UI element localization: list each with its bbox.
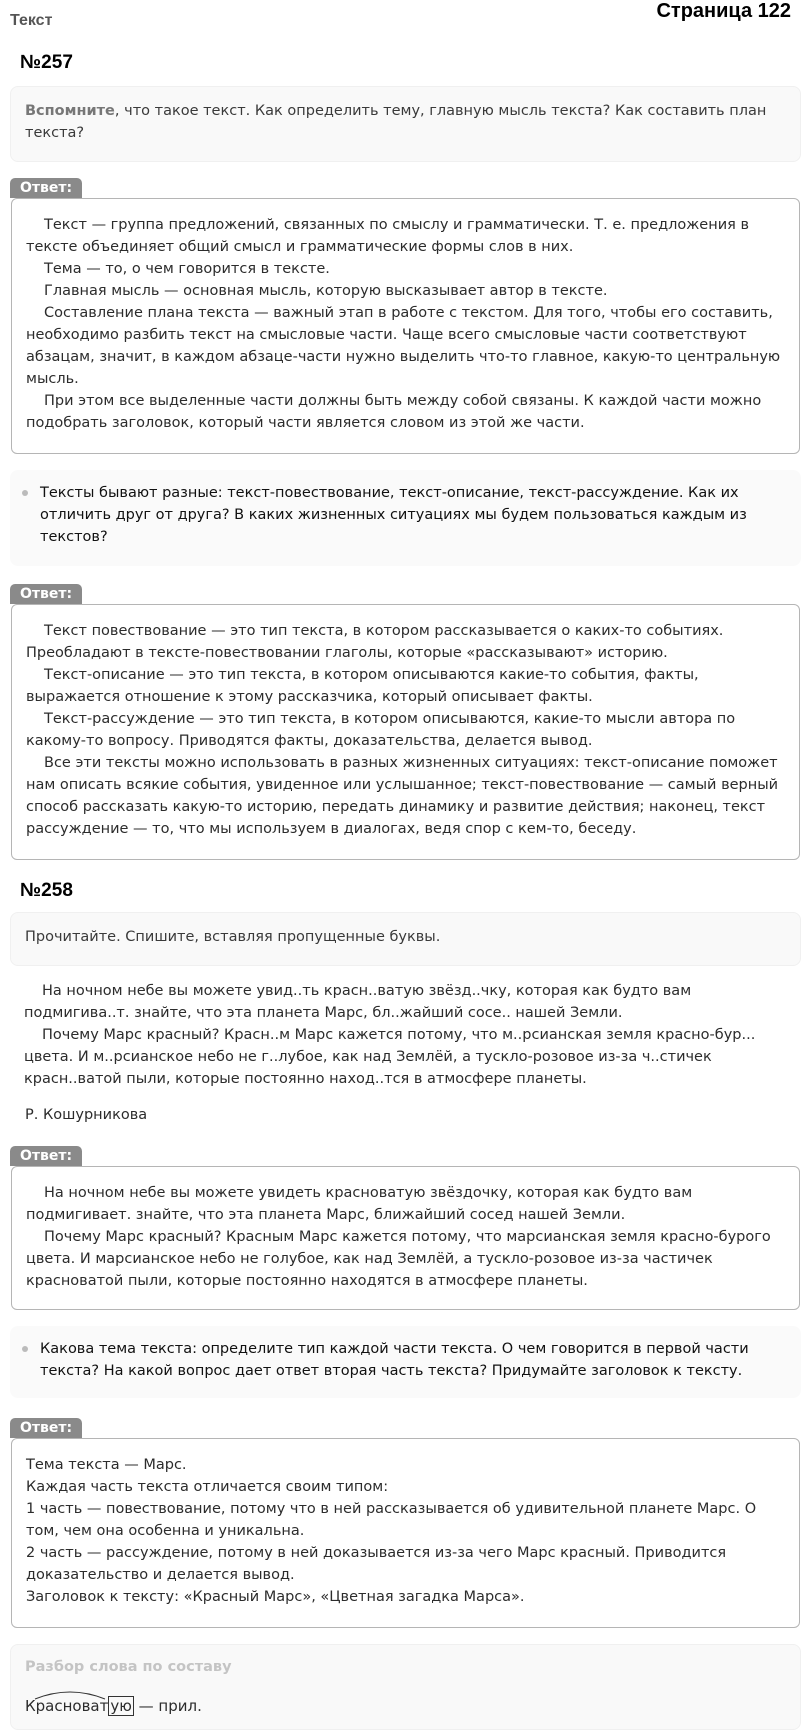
task-text: , что такое текст. Как определить тему, главную мысль текста? Как составить план текста? — [25, 103, 767, 141]
question-text: Какова тема текста: определите тип каждой части текста. О чем говорится в первой части текста? На какой вопрос дает ответ вторая часть текста? Придумайте заголовок к тексту. — [40, 1341, 749, 1379]
question-text: Тексты бывают разные: текст-повествование, текст-описание, текст-рассуждение. Как их отличить друг от друга? В каких жизненных ситуациях мы будем пользоваться каждым из текстов? — [40, 485, 747, 545]
word-ending: ую — [110, 1697, 132, 1715]
task-keyword: Вспомните — [25, 103, 115, 119]
answer-paragraph: Составление плана текста — важный этап в работе с текстом. Для того, чтобы его составить, необходимо разбить текст на смысловые части. Чаще всего смысловые части соответствуют абзацам, значит, в каждом абзаце-части нужно выделить что-то главное, какую-то центральную мысль. — [26, 305, 781, 387]
answer-line: 1 часть — повествование, потому что в ней рассказывается об удивительной планете Марс. О том, чем она особенна и уникальна. — [26, 1501, 757, 1539]
bullet-icon — [22, 1346, 28, 1352]
question-box-257-2 — [10, 470, 801, 566]
text-paragraph: На ночном небе вы можете увид..ть красн..ватую звёзд..чку, которая как будто вам подмигива..т. знайте, что эта планета Марс, бл..жайший сосе.. нашей Земли. — [24, 983, 692, 1021]
answer-paragraph: Почему Марс красный? Красным Марс кажется потому, что марсианская земля красно-бурого цвета. И марсианское небо не голубое, как над Землёй, а тускло-розовое из-за частичек красноватой пыли, которые постоянно находятся в атмосфере планеты. — [26, 1229, 771, 1289]
task-text: Прочитайте. Спишите, вставляя пропущенные буквы. — [25, 929, 441, 945]
answer-box-257-1 — [11, 198, 800, 454]
exercise-text-258 — [24, 980, 789, 1090]
answer-line: Тема текста — Марс. — [26, 1457, 187, 1473]
exercise-number-257: №257 — [20, 52, 73, 73]
answer-box-258-1 — [11, 1166, 800, 1310]
word-parse-box — [10, 1644, 801, 1730]
question-box-258-2 — [10, 1326, 801, 1398]
exercise-number-258: №258 — [20, 880, 73, 901]
section-title: Текст — [10, 12, 53, 29]
answer-label: Ответ: — [10, 1146, 82, 1166]
answer-paragraph: Текст повествование — это тип текста, в котором рассказывается о каких-то событиях. Преобладают в тексте-повествовании глаголы, которые «рассказывают» историю. — [26, 623, 724, 661]
answer-line: Каждая часть текста отличается своим типом: — [26, 1479, 389, 1495]
word-stem: Красноват — [25, 1697, 109, 1715]
answer-box-258-2 — [11, 1438, 800, 1628]
answer-paragraph: Текст-описание — это тип текста, в котором описываются какие-то события, факты, выражается отношение к этому рассказчика, который описывает факты. — [26, 667, 699, 705]
answer-line: 2 часть — рассуждение, потому в ней доказывается из-за чего Марс красный. Приводится доказательство и делается вывод. — [26, 1545, 727, 1583]
answer-line: Заголовок к тексту: «Красный Марс», «Цветная загадка Марса». — [26, 1589, 525, 1605]
answer-label: Ответ: — [10, 584, 82, 604]
word-parse — [25, 1697, 202, 1715]
answer-paragraph: При этом все выделенные части должны быть между собой связаны. К каждой части можно подобрать заголовок, который части является словом из этой же части. — [26, 393, 762, 431]
answer-label: Ответ: — [10, 1418, 82, 1438]
word-part-of-speech: — прил. — [133, 1697, 202, 1715]
text-paragraph: Почему Марс красный? Красн..м Марс кажется потому, что м..рсианская земля красно-бур... цвета. И м..рсианское небо не г..лубое, как над Землёй, а тускло-розовое из-за ч..стичек красн..ватой пыли, которые постоянно наход..тся в атмосфере планеты. — [24, 1027, 756, 1087]
bullet-icon — [22, 490, 28, 496]
answer-label: Ответ: — [10, 178, 82, 198]
answer-paragraph: На ночном небе вы можете увидеть красноватую звёздочку, которая как будто вам подмигивает. знайте, что эта планета Марс, ближайший сосед нашей Земли. — [26, 1185, 693, 1223]
answer-box-257-2 — [11, 604, 800, 860]
answer-paragraph: Текст-рассуждение — это тип текста, в котором описываются, какие-то мысли автора по какому-то вопросу. Приводятся факты, доказательства, делается вывод. — [26, 711, 736, 749]
task-box-257 — [10, 86, 801, 162]
answer-paragraph: Главная мысль — основная мысль, которую высказывает автор в тексте. — [44, 283, 608, 299]
root-arc-icon — [25, 1687, 135, 1701]
task-box-258 — [10, 912, 801, 966]
page-number: Страница 122 — [656, 0, 791, 22]
answer-paragraph: Текст — группа предложений, связанных по смыслу и грамматически. Т. е. предложения в тексте объединяет общий смысл и грамматические формы слов в них. — [26, 217, 749, 255]
text-author: Р. Кошурникова — [25, 1107, 148, 1123]
answer-paragraph: Тема — то, о чем говорится в тексте. — [44, 261, 330, 277]
word-parse-title: Разбор слова по составу — [25, 1659, 232, 1675]
answer-paragraph: Все эти тексты можно использовать в разных жизненных ситуациях: текст-описание поможет нам описать всякие события, увиденное или услышанное; текст-повествование — самый верный способ рассказать какую-то историю, передать динамику и развитие действия; наконец, текст рассуждение — то, что мы используем в диалогах, ведя спор с кем-то, беседу. — [26, 755, 779, 837]
